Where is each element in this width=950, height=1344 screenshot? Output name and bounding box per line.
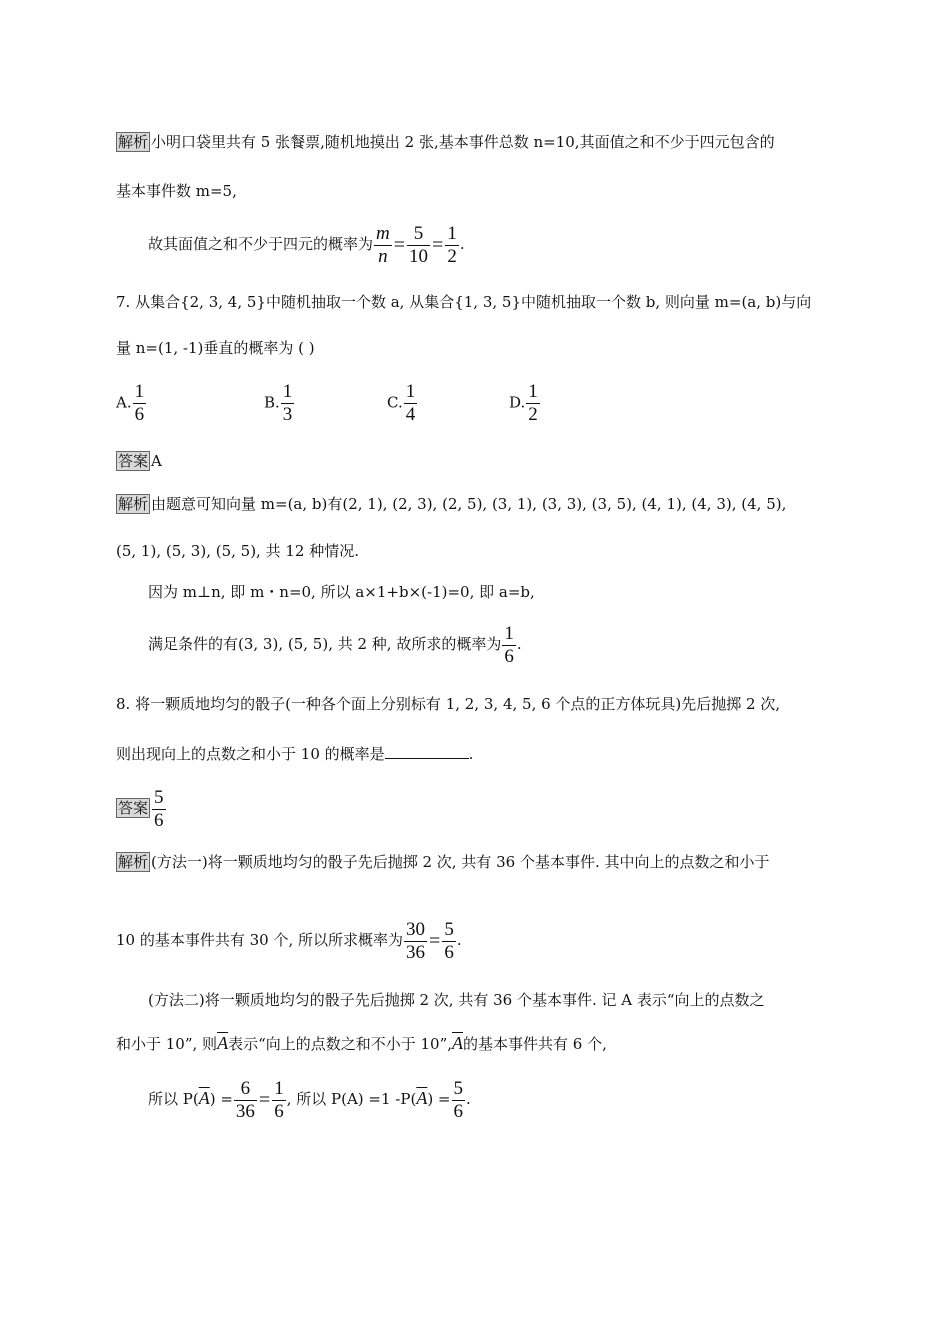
fraction-6-over-36: $\frac{6}{36}$: [235, 1077, 255, 1122]
q8-method1-line-1: 解析 (方法一)将一颗质地均匀的骰子先后抛掷 2 次, 共有 36 个基本事件. 其中向上的点数之和小于: [118, 853, 770, 871]
a-complement: $\overline{A}$: [452, 1033, 464, 1053]
fraction-1-over-6: $\frac{1}{6}$: [274, 1077, 284, 1122]
q7-option-b: B. $\frac{1}{3}$: [264, 381, 293, 425]
q7-answer-line: [116, 451, 162, 471]
q8-answer-line: [116, 786, 167, 832]
q8-method2-line-1: (方法二)将一颗质地均匀的骰子先后抛掷 2 次, 共有 36 个基本事件. 记 A 表示“向上的点数之: [148, 991, 765, 1009]
solution-tag: 解析: [118, 853, 149, 871]
fraction-1-over-6: $\frac{1}{6}$: [504, 622, 514, 667]
q7-stem-line-1: 7. 从集合{2, 3, 4, 5}中随机抽取一个数 a, 从集合{1, 3, 5}中随机抽取一个数 b, 则向量 m=(a, b)与向: [116, 293, 812, 311]
q7-option-d: D. $\frac{1}{2}$: [509, 381, 538, 425]
a-complement: $\overline{A}$: [217, 1033, 229, 1053]
q8-method2-line-2: 和小于 10”, 则$\overline{A}$表示“向上的点数之和不小于 $10”,\overline{A}$的基本事件共有 6 个,: [116, 1033, 607, 1053]
p6-solution-text-1: 小明口袋里共有 5 张餐票,随机地摸出 2 张,基本事件总数 n=10,其面值之和不少于四元包含的: [151, 133, 775, 151]
fraction-30-over-36: $\frac{30}{36}$: [406, 918, 426, 963]
q7-solution-line-4: 满足条件的有(3, 3), (5, 5), 共 2 种, 故所求的概率为 $\frac{1}{6}$ .: [148, 622, 522, 667]
solution-tag: 解析: [118, 133, 149, 151]
q7-solution-line-3: 因为 m⊥n, 即 m・n=0, 所以 a×1+b×(-1)=0, 即 a=b,: [148, 583, 535, 601]
q7-answer: A: [151, 452, 162, 470]
fraction-1-over-2: $\frac{1}{2}$: [447, 222, 457, 267]
q8-stem-line-2: 则出现向上的点数之和小于 10 的概率是 .: [116, 745, 474, 763]
equals-sign: =: [393, 234, 406, 256]
answer-tag: 答案: [118, 452, 149, 470]
fraction-5-over-6: $\frac{5}{6}$: [453, 1077, 464, 1122]
q7-solution-line-2: (5, 1), (5, 3), (5, 5), 共 12 种情况.: [116, 542, 359, 560]
p6-solution-line-2: 基本事件数 m=5,: [116, 182, 237, 200]
fraction-5-over-6: $\frac{5}{6}$: [154, 786, 164, 831]
q7-stem-line-2: 量 n=(1, -1)垂直的概率为 ( ): [116, 339, 315, 357]
p6-text: 故其面值之和不少于四元的概率为: [148, 235, 374, 253]
fraction-5-over-10: $\frac{5}{10}$: [409, 222, 429, 267]
answer-tag: 答案: [118, 799, 149, 817]
equals-sign: =: [432, 234, 444, 256]
q8-stem-line-1: 8. 将一颗质地均匀的骰子(一种各个面上分别标有 1, 2, 3, 4, 5, 6 个点的正方体玩具)先后抛掷 2 次,: [116, 695, 781, 713]
p6-solution-line-1: [116, 132, 775, 152]
fraction-5-over-6: $\frac{5}{6}$: [444, 918, 454, 963]
q7-solution-line-1: 解析 由题意可知向量 m=(a, b)有(2, 1), (2, 3), (2, 5), (3, 1), (3, 3), (3, 5), (4, 1), (4, 3), (4, 5),: [118, 495, 787, 513]
q7-option-c: C. $\frac{1}{4}$: [387, 381, 416, 425]
q8-method2-line-3: 所以 $P(\overline{A})$ = $\frac{6}{36}$ = $\frac{1}{6}$ , 所以 P(A) =1 $-P(\overline{A})$ = $\frac{5}{6}$ .: [148, 1077, 471, 1122]
p6-solution-line-3: 故其面值之和不少于四元的概率为 $\frac{m}{n}$ = $\frac{5}{10}$ = $\frac{1}{2}$ .: [148, 222, 465, 267]
q8-method1-line-2: 10 的基本事件共有 30 个, 所以所求概率为 $\frac{30}{36}$ = $\frac{5}{6}$ .: [116, 918, 462, 963]
fraction-m-over-n: $\frac{m}{n}$: [376, 222, 390, 267]
q7-option-a: A. $\frac{1}{6}$: [116, 381, 145, 425]
solution-tag: 解析: [118, 495, 149, 513]
answer-blank: [385, 744, 469, 759]
